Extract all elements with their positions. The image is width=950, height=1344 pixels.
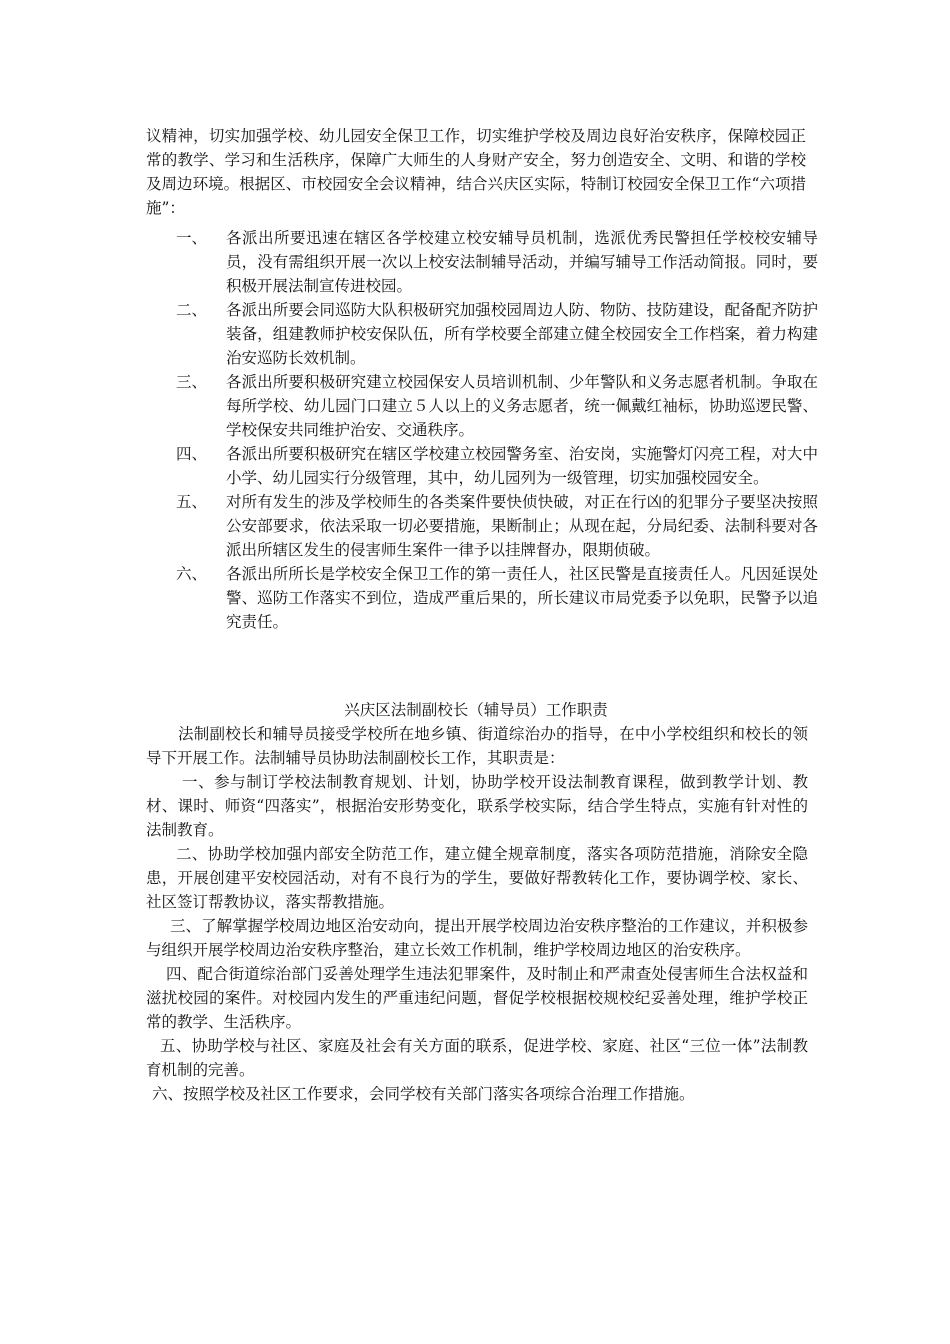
measure-number: 四、 [176,445,208,463]
duty-paragraph: 二、协助学校加强内部安全防范工作，建立健全规章制度，落实各项防范措施，消除安全隐患，开展创建平安校园活动，对有不良行为的学生，要做好帮教转化工作，要协调学校、家长、社区签订帮教协议，落实帮教措施。 [146,845,808,911]
measure-number: 三、 [176,373,208,391]
measure-item [146,562,818,634]
duty-paragraph: 一、参与制订学校法制教育规划、计划，协助学校开设法制教育课程，做到教学计划、教材、课时、师资“四落实”，根据治安形势变化，联系学校实际，结合学生特点，实施有针对性的法制教育。 [146,773,808,839]
duty-paragraph: 三、了解掌握学校周边地区治安动向，提出开展学校周边治安秩序整治的工作建议，并积极参与组织开展学校周边治安秩序整治，建立长效工作机制，维护学校周边地区的治安秩序。 [146,917,808,959]
measure-number: 六、 [176,565,208,583]
measure-text: 各派出所要积极研究在辖区学校建立校园警务室、治安岗，实施警灯闪亮工程，对大中小学、幼儿园实行分级管理，其中，幼儿园列为一级管理，切实加强校园安全。 [226,445,818,487]
section-title: 兴庆区法制副校长（辅导员）工作职责 [344,701,608,719]
measure-text: 各派出所要迅速在辖区各学校建立校安辅导员机制，选派优秀民警担任学校校安辅导员，没有需组织开展一次以上校安法制辅导活动，并编写辅导工作活动简报。同时，要积极开展法制宣传进校园。 [226,229,818,295]
measure-text: 对所有发生的涉及学校师生的各类案件要快侦快破，对正在行凶的犯罪分子要坚决按照公安部要求，依法采取一切必要措施，果断制止；从现在起，分局纪委、法制科要对各派出所辖区发生的侵害师生案件一律予以挂牌督办，限期侦破。 [226,493,818,559]
duty-paragraph: 五、协助学校与社区、家庭及社会有关方面的联系，促进学校、家庭、社区“三位一体”法制教育机制的完善。 [146,1037,808,1079]
intro-paragraph: 议精神，切实加强学校、幼儿园安全保卫工作，切实维护学校及周边良好治安秩序，保障校园正常的教学、学习和生活秩序，保障广大师生的人身财产安全，努力创造安全、文明、和谐的学校及周边环境。根据区、市校园安全会议精神，结合兴庆区实际，特制订校园安全保卫工作“六项措施”： [146,127,806,217]
measure-number: 二、 [176,301,208,319]
measure-text: 各派出所要积极研究建立校园保安人员培训机制、少年警队和义务志愿者机制。争取在每所学校、幼儿园门口建立５人以上的义务志愿者，统一佩戴红袖标，协助巡逻民警、学校保安共同维护治安、交通秩序。 [226,373,818,439]
measure-number: 五、 [176,493,208,511]
duties-intro-paragraph: 法制副校长和辅导员接受学校所在地乡镇、街道综治办的指导，在中小学校组织和校长的领导下开展工作。法制辅导员协助法制副校长工作，其职责是： [146,725,808,767]
measure-text: 各派出所要会同巡防大队积极研究加强校园周边人防、物防、技防建设，配备配齐防护装备，组建教师护校安保队伍，所有学校要全部建立健全校园安全工作档案，着力构建治安巡防长效机制。 [226,301,818,367]
measure-text: 各派出所所长是学校安全保卫工作的第一责任人，社区民警是直接责任人。凡因延误处警、巡防工作落实不到位，造成严重后果的，所长建议市局党委予以免职，民警予以追究责任。 [226,565,818,631]
duty-paragraph: 六、按照学校及社区工作要求，会同学校有关部门落实各项综合治理工作措施。 [152,1085,695,1103]
measure-number: 一、 [176,229,208,247]
measure-item [146,370,818,442]
measure-item [146,298,818,370]
measure-item [146,442,818,490]
measure-item [146,490,818,562]
six-measures-list [146,226,818,634]
duty-paragraph: 四、配合街道综治部门妥善处理学生违法犯罪案件，及时制止和严肃查处侵害师生合法权益和滋扰校园的案件。对校园内发生的严重违纪问题，督促学校根据校规校纪妥善处理，维护学校正常的教学、生活秩序。 [146,965,808,1031]
measure-item [146,226,818,298]
duties-section [146,722,808,1106]
